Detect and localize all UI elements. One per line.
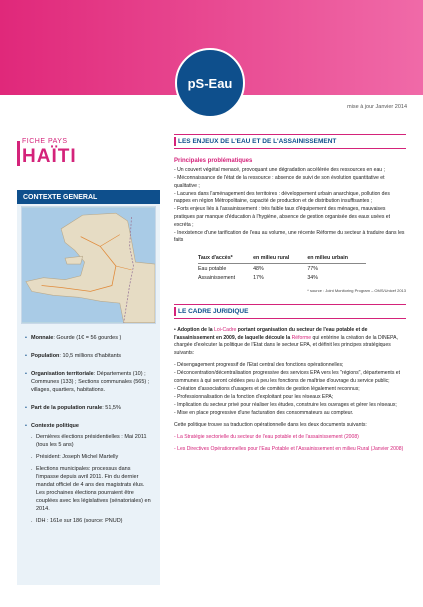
fact-politique: • Contexte politique . Dernières élections présidentielles : Mai 2011 (tous les 5 ans) . Président: Joseph Michel Martelly . Elections municipales: processus dans l'impasse depuis avril 2011. Fin du dernier mandat officiel de 4 ans des magistrats élus. Les prochaines élections pourraient être couplées avec les législatives (sénatoriales) en 2014. . IDH : 161e sur 186 (source: PNUD) bbox=[25, 422, 154, 525]
map-illustration bbox=[22, 207, 155, 323]
table-header-row bbox=[198, 254, 366, 264]
fiche-pays-label: FICHE PAYS bbox=[22, 138, 68, 145]
directives-link[interactable]: - Les Directives Opérationnelles pour l'Eau Potable et l'Assainissement en milieu Rural (Janvier 2008) bbox=[174, 446, 404, 453]
table-cell: 77% bbox=[307, 265, 318, 272]
politique-item: . IDH : 161e sur 186 (source: PNUD) bbox=[31, 517, 154, 525]
juridique-item: - Désengagement progressif de l'Etat central des fonctions opérationnelles; bbox=[174, 361, 344, 368]
enjeux-list bbox=[174, 167, 406, 245]
table-row bbox=[198, 273, 366, 282]
table-header: en milieu urbain bbox=[307, 254, 366, 264]
country-title: HAÏTI bbox=[22, 146, 77, 167]
enjeux-item: - Forts enjeux liés à l'assainissement : très faible taux d'équipement des ménages, mauvaises pratiques par manque d'éducation à l'hygiène, absence de gestion organisée des eaux usées et excréta ; bbox=[174, 206, 391, 228]
context-title: CONTEXTE GENERAL bbox=[17, 190, 160, 204]
table-header: en milieu rural bbox=[253, 254, 307, 264]
pseau-logo bbox=[175, 48, 245, 118]
table-cell: 34% bbox=[307, 274, 318, 281]
enjeux-item: - Inexistence d'une tarification de l'eau au volume, une récente Réforme du secteur à traduire dans les faits bbox=[174, 229, 405, 244]
table-cell: 17% bbox=[253, 274, 264, 281]
enjeux-title: LES ENJEUX DE L'EAU ET DE L'ASSAINISSEMENT bbox=[174, 134, 406, 149]
reforme-link[interactable]: Réforme bbox=[291, 334, 312, 341]
politique-item: . Elections municipales: processus dans l'impasse depuis avril 2011. Fin du dernier mandat officiel de 4 ans des magistrats élus. Les prochaines élections pourraient être couplées avec les législatives (sénatoriales) en 2014. bbox=[31, 465, 154, 513]
main-content bbox=[174, 134, 406, 454]
table-source: * source : Joint Monitoring Program – OMS/Unicef 2013 bbox=[307, 287, 406, 293]
politique-item: . Président: Joseph Michel Martelly bbox=[31, 453, 154, 461]
juridique-outro: Cette politique trouve sa traduction opérationnelle dans les deux documents suivants: bbox=[174, 421, 367, 428]
juridique-intro: • Adoption de la Loi-Cadre portant organisation du secteur de l'eau potable et de l'assainissement en 2009, de laquelle découle la Réforme qui entérine la création de la DINEPA, chargée d'exécuter la politique de l'Etat dans le secteur EPA, et définit les principes stratégiques suivants: bbox=[174, 326, 398, 356]
facts-list bbox=[17, 324, 160, 525]
table-cell: Eau potable bbox=[198, 265, 227, 272]
juridique-item: - Professionnalisation de la fonction d'exploitant pour les réseaux EPA; bbox=[174, 393, 334, 400]
juridique-item: - Implication du secteur privé pour réaliser les études, construire les ouvrages et gérer les réseaux; bbox=[174, 401, 397, 408]
fact-population: • Population: 10,5 millions d'habitants bbox=[25, 352, 154, 360]
access-table bbox=[198, 254, 366, 282]
table-header: Taux d'accès* bbox=[198, 254, 253, 264]
update-date: mise à jour Janvier 2014 bbox=[347, 104, 407, 110]
juridique-item: - Création d'associations d'usagers et de comités de gestion légalement reconnus; bbox=[174, 385, 360, 392]
haiti-map bbox=[21, 206, 156, 324]
politique-item: . Dernières élections présidentielles : Mai 2011 (tous les 5 ans) bbox=[31, 433, 154, 449]
enjeux-item: - Lacunes dans l'aménagement des territoires : développement urbain anarchique, pollution des nappes en région Métropolitaine, capacité de production et de distribution insuffisantes ; bbox=[174, 190, 390, 205]
fact-monnaie: • Monnaie: Gourde (1€ = 56 gourdes ) bbox=[25, 334, 154, 342]
enjeux-item: - Un couvert végétal menacé, provoquant une dégradation accélérée des ressources en eau ; bbox=[174, 167, 385, 173]
politique-list bbox=[31, 433, 154, 525]
strategie-link[interactable]: - La Stratégie sectorielle du secteur de l'eau potable et de l'assainissement (2008) bbox=[174, 434, 359, 441]
loi-cadre-link[interactable]: Loi-Cadre bbox=[214, 326, 237, 333]
table-cell: Assainissement bbox=[198, 274, 236, 281]
juridique-body bbox=[174, 327, 406, 454]
enjeux-item: - Méconnaissance de l'état de la ressource : absence de suivi de son évolution quantitative et qualitative ; bbox=[174, 175, 385, 189]
table-row bbox=[198, 263, 366, 273]
fact-organisation: • Organisation territoriale: Départements (10) ; Communes (133) ; Sections communales (565) ; villages, quartiers, habitations. bbox=[25, 370, 154, 394]
country-accent-bar bbox=[17, 141, 20, 166]
juridique-item: - Mise en place progressive d'une facturation des consommateurs au compteur. bbox=[174, 409, 354, 416]
table-cell: 48% bbox=[253, 265, 264, 272]
enjeux-subtitle: Principales problématiques bbox=[174, 158, 253, 164]
logo-text: pS-Eau bbox=[187, 75, 233, 91]
juridique-item: - Déconcentration/décentralisation progressive des services EPA vers les "régions", départements et communes à qui seront cédées peu à peu les fonctions de maîtrise d'ouvrage du service public; bbox=[174, 369, 401, 384]
fact-rural: • Part de la population rurale: 51,5% bbox=[25, 404, 154, 412]
juridique-title: LE CADRE JURIDIQUE bbox=[174, 304, 406, 319]
context-panel bbox=[17, 190, 160, 585]
